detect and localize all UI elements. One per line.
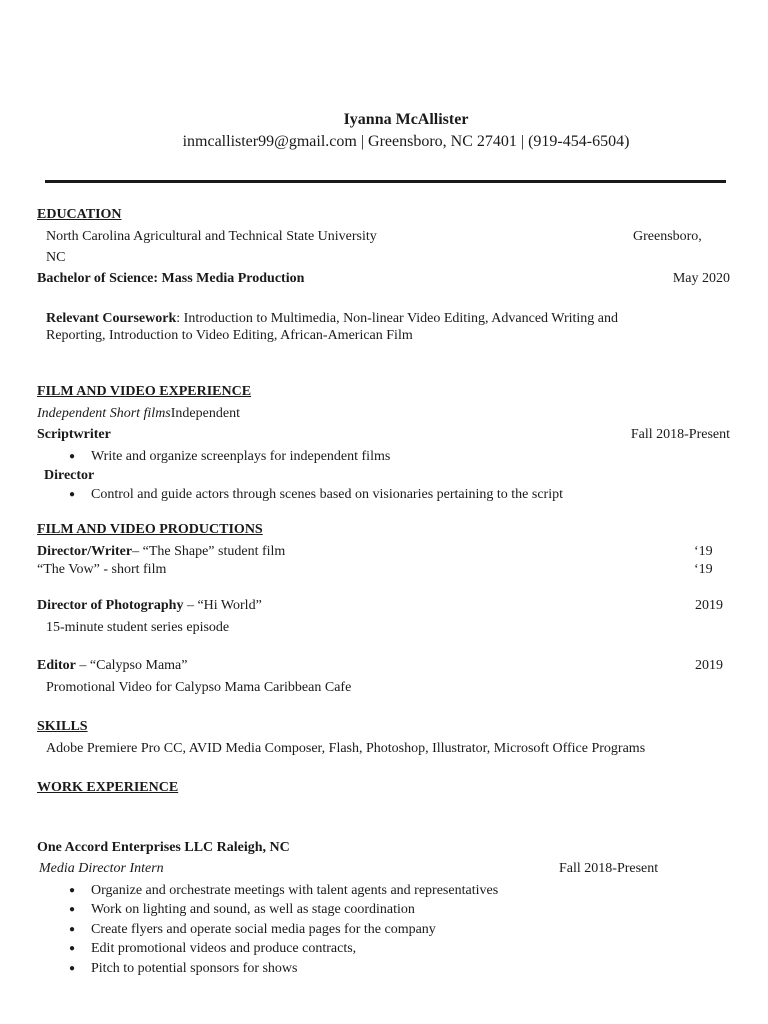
- scriptwriter-bullets: [69, 447, 390, 466]
- education-heading: EDUCATION: [37, 207, 122, 222]
- list-item: ● Control and guide actors through scenes based on visionaries pertaining to the script: [69, 485, 563, 504]
- production-1-date: ‘19: [694, 544, 713, 559]
- role-scriptwriter: Scriptwriter: [37, 427, 111, 442]
- production-4: [37, 657, 187, 675]
- director-bullets: [69, 485, 563, 504]
- header-divider: [45, 180, 726, 183]
- production-3-desc: 15-minute student series episode: [46, 620, 230, 635]
- production-4-role: Editor: [37, 658, 76, 673]
- production-3: [37, 597, 262, 615]
- production-1-role: Director/Writer: [37, 544, 133, 559]
- list-item: ● Work on lighting and sound, as well as stage coordination: [69, 900, 498, 919]
- experience-org: [37, 405, 240, 423]
- school-location-state: NC: [46, 250, 66, 265]
- role-director: Director: [44, 468, 95, 483]
- degree-date: May 2020: [672, 271, 730, 286]
- production-3-date: 2019: [695, 598, 723, 613]
- production-3-role: Director of Photography: [37, 598, 184, 613]
- film-experience-heading: FILM AND VIDEO EXPERIENCE: [37, 384, 252, 399]
- work-date: Fall 2018-Present: [559, 861, 659, 876]
- production-4-date: 2019: [695, 658, 723, 673]
- skills-list: Adobe Premiere Pro CC, AVID Media Composer, Flash, Photoshop, Illustrator, Microsoft Office Programs: [46, 741, 646, 756]
- list-item: ● Write and organize screenplays for independent films: [69, 447, 390, 466]
- coursework-label: Relevant Coursework: [46, 311, 177, 326]
- production-3-title: – “Hi World”: [183, 598, 262, 613]
- degree: Bachelor of Science: Mass Media Production: [37, 271, 305, 286]
- skills-heading: SKILLS: [37, 719, 88, 734]
- list-item: ● Edit promotional videos and produce contracts,: [69, 939, 498, 958]
- production-4-title: – “Calypso Mama”: [75, 658, 188, 673]
- production-2-title: “The Vow” - short film: [37, 562, 167, 577]
- school-name: North Carolina Agricultural and Technical State University: [46, 229, 377, 244]
- production-2-date: ‘19: [694, 562, 713, 577]
- contact-line: inmcallister99@gmail.com | Greensboro, NC 27401 | (919-454-6504): [182, 133, 630, 150]
- coursework-text: : Introduction to Multimedia, Non-linear Video Editing, Advanced Writing and: [176, 311, 618, 326]
- school-location: Greensboro,: [633, 229, 702, 244]
- coursework-line-2: Reporting, Introduction to Video Editing, African-American Film: [46, 328, 413, 343]
- film-productions-heading: FILM AND VIDEO PRODUCTIONS: [37, 522, 263, 537]
- list-item: ● Create flyers and operate social media pages for the company: [69, 920, 498, 939]
- role-scriptwriter-date: Fall 2018-Present: [630, 427, 730, 442]
- list-item: ● Organize and orchestrate meetings with talent agents and representatives: [69, 881, 498, 900]
- production-1: [37, 543, 285, 561]
- work-heading: WORK EXPERIENCE: [37, 780, 179, 795]
- coursework-line-1: [46, 310, 618, 328]
- work-title: Media Director Intern: [39, 861, 164, 876]
- work-company: One Accord Enterprises LLC Raleigh, NC: [37, 840, 290, 855]
- list-item: ● Pitch to potential sponsors for shows: [69, 959, 498, 978]
- production-4-desc: Promotional Video for Calypso Mama Caribbean Cafe: [46, 680, 352, 695]
- experience-org-italic: Independent Short films: [37, 406, 171, 421]
- production-1-title: – “The Shape” student film: [132, 544, 286, 559]
- candidate-name: Iyanna McAllister: [343, 111, 469, 128]
- work-bullets: [69, 881, 498, 978]
- experience-org-plain: Independent: [170, 406, 240, 421]
